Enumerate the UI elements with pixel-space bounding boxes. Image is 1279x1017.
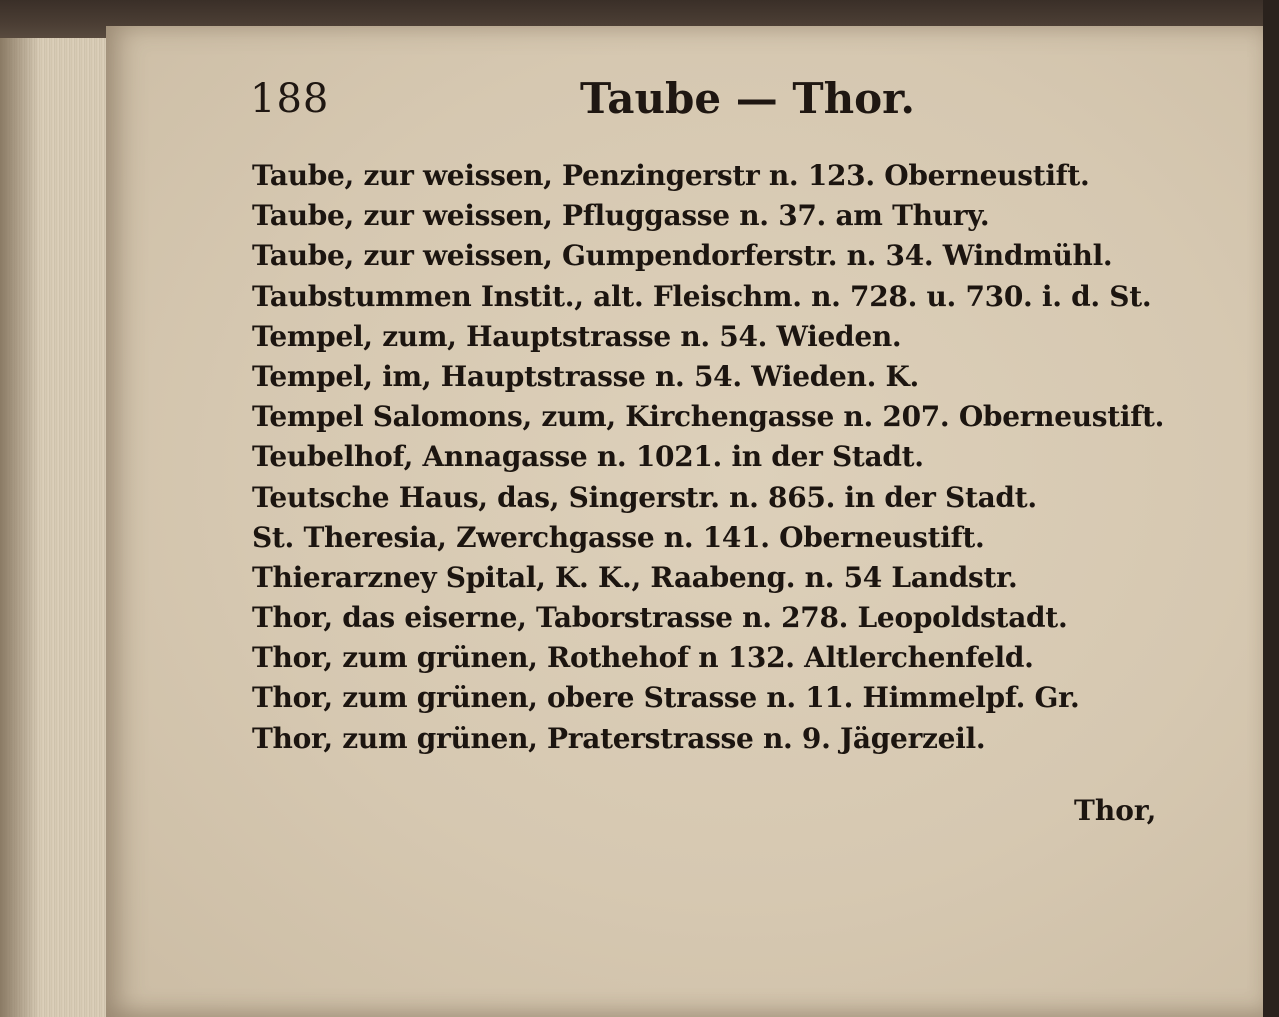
page-number: 188 (250, 76, 330, 122)
gutter-shadow (0, 38, 40, 1017)
directory-entry: Tempel Salomons, zum, Kirchengasse n. 207. Oberneustift. (252, 400, 1165, 434)
right-margin-shadow (1263, 0, 1279, 1017)
directory-entry: Teubelhof, Annagasse n. 1021. in der Stadt. (252, 440, 924, 474)
page-header (148, 62, 1188, 132)
directory-entry: Taube, zur weissen, Pfluggasse n. 37. am Thury. (252, 199, 990, 233)
directory-entry: Taube, zur weissen, Penzingerstr n. 123. Oberneustift. (252, 159, 1090, 192)
running-head: Taube — Thor. (580, 74, 916, 123)
directory-entry: St. Theresia, Zwerchgasse n. 141. Oberneustift. (252, 520, 985, 554)
directory-entry: Thierarzney Spital, K. K., Raabeng. n. 54 Landstr. (252, 560, 1018, 594)
directory-entry: Tempel, zum, Hauptstrasse n. 54. Wieden. (252, 319, 902, 353)
directory-entry: Thor, zum grünen, Praterstrasse n. 9. Jägerzeil. (252, 721, 986, 755)
directory-entry: Thor, das eiserne, Taborstrasse n. 278. Leopoldstadt. (252, 601, 1068, 635)
directory-entry: Teutsche Haus, das, Singerstr. n. 865. in der Stadt. (252, 480, 1037, 514)
directory-entry: Thor, zum grünen, Rothehof n 132. Altlerchenfeld. (252, 641, 1034, 675)
directory-entry: Taubstummen Instit., alt. Fleischm. n. 728. u. 730. i. d. St. (252, 279, 1152, 313)
directory-entries (252, 156, 1252, 759)
directory-entry: Tempel, im, Hauptstrasse n. 54. Wieden. K. (252, 359, 919, 393)
directory-entry: Thor, zum grünen, obere Strasse n. 11. Himmelpf. Gr. (252, 681, 1080, 715)
catchword: Thor, (1074, 794, 1157, 827)
directory-entry: Taube, zur weissen, Gumpendorferstr. n. 34. Windmühl. (252, 239, 1113, 273)
